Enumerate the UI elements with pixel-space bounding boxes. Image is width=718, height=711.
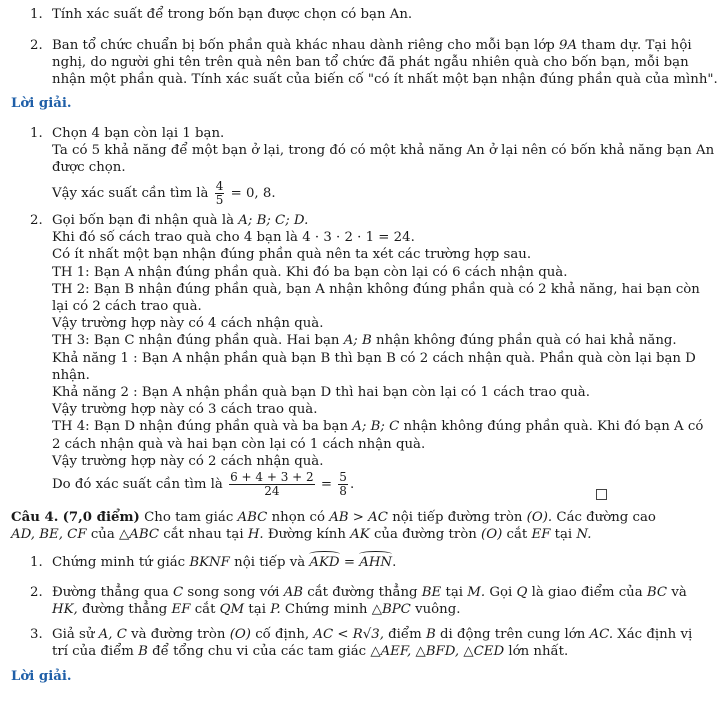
- solution-line: Ta có 5 khả năng để một bạn ở lại, trong đó có một khả năng An ở lại nên có bốn khả năng bạn An: [52, 143, 715, 159]
- solution-line: TH 1: Bạn A nhận đúng phần quà. Khi đó ba bạn còn lại có 6 cách nhận quà.: [52, 264, 568, 280]
- solution-line: TH 2: Bạn B nhận đúng phần quà, bạn A nhận không đúng phần quà có 2 khả năng, hai bạn còn: [52, 281, 700, 297]
- solution-line: lại có 2 cách trao quà.: [52, 299, 202, 315]
- arc-notation: AKD: [309, 555, 340, 570]
- solution-line: Khả năng 1 : Bạn A nhận phần quà bạn B thì bạn B có 2 cách nhận quà. Phần quà còn lại bạn D: [52, 350, 696, 366]
- item-number: 1.: [30, 126, 43, 141]
- solution-line: Vậy trường hợp này có 2 cách nhận quà.: [52, 453, 324, 469]
- solution-line: Có ít nhất một bạn nhận đúng phần quà nên ta xét các trường hợp sau.: [52, 247, 532, 263]
- item-number: 1.: [30, 7, 43, 22]
- item-line: nghị, do người ghi tên trên quà nên ban tổ chức đã phát ngẫu nhiên quà cho bốn bạn, mỗi bạn: [52, 55, 689, 71]
- fraction: $\frac{4}{5}$: [215, 178, 224, 207]
- solution-line: Do đó xác suất cần tìm là $\frac{6 + 4 + 3 + 2}{24}$ = $\frac{5}{8}$ .: [52, 470, 355, 499]
- qed-square-icon: [596, 489, 607, 500]
- question-4: [11, 509, 656, 543]
- solution-line: Chọn 4 bạn còn lại 1 bạn.: [52, 126, 225, 141]
- solution-line: 2 cách nhận quà và hai bạn còn lại có 1 cách nhận quà.: [52, 436, 426, 452]
- item-number: 3.: [30, 627, 43, 642]
- fraction: $\frac{6 + 4 + 3 + 2}{24}$: [230, 470, 314, 499]
- fraction: $\frac{5}{8}$: [339, 470, 347, 499]
- item-number: 1.: [30, 555, 43, 570]
- item-number: 2.: [30, 585, 43, 600]
- item-number: 2.: [30, 213, 43, 228]
- item-text: Tính xác suất để trong bốn bạn được chọn có bạn An.: [52, 7, 413, 22]
- solution-line: Vậy trường hợp này có 3 cách trao quà.: [52, 402, 318, 418]
- solution-line: Khi đó số cách trao quà cho 4 bạn là 4 · 3 · 2 · 1 = 24.: [52, 230, 415, 246]
- solution-line: Vậy xác suất cần tìm là $\frac{4}{5}$ = 0, 8.: [52, 178, 276, 207]
- solution-line: TH 3: Bạn C nhận đúng phần quà. Hai bạn A; B nhận không đúng phần quà có hai khả năng.: [52, 333, 677, 349]
- item-line: nhận một phần quà. Tính xác suất của biến cố "có ít nhất một bạn nhận đúng phần quà của mình".: [52, 72, 718, 88]
- item-line: Ban tổ chức chuẩn bị bốn phần quà khác nhau dành riêng cho mỗi bạn lớp 9A tham dự. Tại hội: [52, 38, 692, 53]
- solution-heading: Lời giải.: [11, 96, 72, 111]
- solution-line: nhận.: [52, 367, 90, 383]
- solution-line: Khả năng 2 : Bạn A nhận phần quà bạn D thì hai bạn còn lại có 1 cách trao quà.: [52, 385, 590, 401]
- solution-line: Gọi bốn bạn đi nhận quà là A; B; C; D.: [52, 213, 309, 228]
- arc-notation: AHN: [359, 555, 393, 570]
- solution-line: được chọn.: [52, 160, 126, 176]
- solution-heading: Lời giải.: [11, 669, 72, 684]
- solution-line: Vậy trường hợp này có 4 cách nhận quà.: [52, 316, 324, 332]
- question-line: AD, BE, CF của △ABC cắt nhau tại H. Đường kính AK của đường tròn (O) cắt EF tại N.: [11, 527, 592, 543]
- question-line: Câu 4. (7,0 điểm) Cho tam giác ABC nhọn có AB > AC nội tiếp đường tròn (O). Các đường cao: [11, 510, 656, 525]
- solution-line: TH 4: Bạn D nhận đúng phần quà và ba bạn A; B; C nhận không đúng phần quà. Khi đó bạn A có: [52, 419, 704, 435]
- item-number: 2.: [30, 38, 43, 53]
